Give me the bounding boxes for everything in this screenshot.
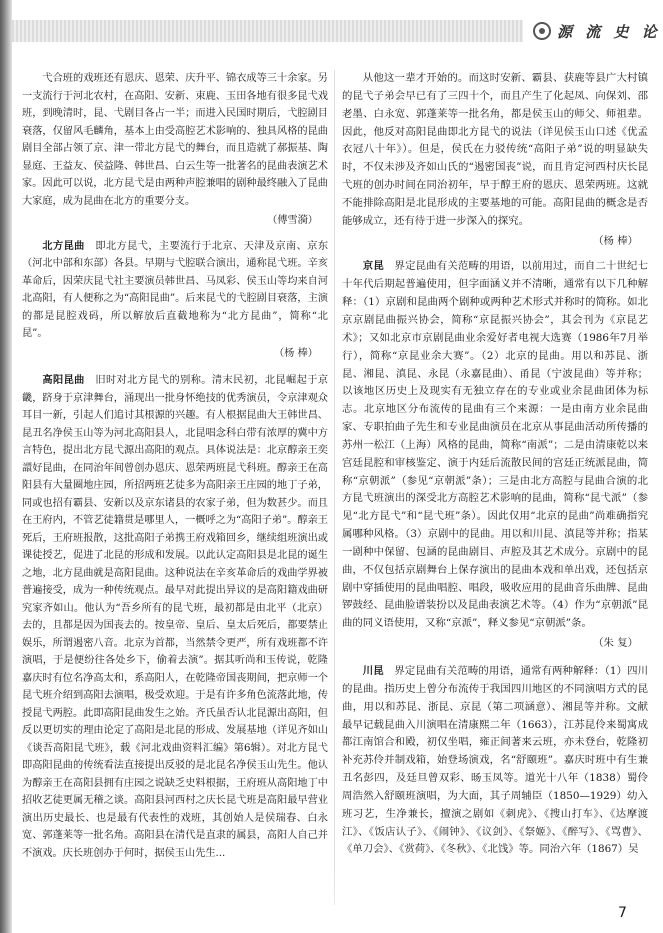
right-column	[342, 70, 648, 869]
book-binding-edge	[0, 0, 12, 933]
entry-paragraph	[342, 258, 648, 633]
section-header	[523, 18, 663, 44]
author-signature: （傅雪漪）	[267, 215, 318, 226]
author-signature: （杨 棒）	[274, 347, 318, 359]
entry-term: 高阳昆曲	[42, 374, 85, 386]
entry-gaoyang-kunqu	[22, 372, 328, 862]
flower-ornament-icon	[533, 22, 551, 40]
entry-paragraph	[22, 238, 328, 343]
entry-chuankun	[342, 663, 648, 859]
entry-term: 川昆	[362, 665, 384, 677]
entry-term: 北方昆曲	[42, 239, 85, 252]
entry-paragraph	[22, 372, 328, 862]
intro-paragraph: 弋合班的戏班还有恩庆、恩荣、庆升平、锦衣成等三十余家。另一支流行于河北农村，在高阳、安新、束鹿、玉田各地有很多昆弋戏班，到晚清时，昆、弋剧目各占一半；而进入民国时期后，弋腔剧目衰落，仅留风毛麟角，基本上由受高腔艺术影响的、独具风格的昆曲剧目全部占领了京、津一带北方昆弋的舞台，而且造就了郝振基、陶显庭、王益友、侯益隆、韩世昌、白云生等一批著名的昆曲表演艺术家。因此可以说，北方昆弋是由两种声腔兼唱的剧种最终融入了昆曲大家庭，成为昆曲在北方的重要分支。	[22, 73, 328, 207]
scan-fade-overlay	[240, 865, 590, 933]
entry-beifang-kunqu	[22, 238, 328, 363]
section-title: 源 流 史 论	[557, 22, 661, 41]
page-number: 7	[618, 905, 627, 921]
entry-paragraph	[342, 663, 648, 859]
entry-body: 界定昆曲有关范畴的用语，以前用过，而自二十世纪七十年代后期起普遍使用，但字面涵义并不清晰，通常有以下几种解释：（1）京剧和昆曲两个剧种或两种艺术形式并称时的简称。如北京京剧昆曲振兴协会，简称“京昆振兴协会”，其会刊为《京昆艺术》；又如北京市京剧昆曲业余爱好者电视大选赛（1986年7月举行），简称“京昆业余大赛”。（2）北京的昆曲。用以和苏昆、浙昆、湘昆、滇昆、永昆（永嘉昆曲）、甬昆（宁波昆曲）等并称；以该地区历史上及现实有无独立存在的专业或业余昆曲团体为标志。北京地区分布流传的昆曲有三个来源：一是由南方业余昆曲家、专职拍曲子先生和专业昆曲演员在北京从事昆曲活动所传播的苏州一松江（上海）风格的昆曲，简称“南派”；二是由清康乾以来宫廷昆腔和审核鉴定、演于内廷后流散民间的宫廷正统派昆曲，简称“京朝派”（参见“京朝派”条）；三是由北方高腔与昆曲合演的北方昆弋班演出的深受北方高腔艺术影响的昆曲，简称“昆弋派”（参见“北方昆弋”和“昆弋班”条）。因此仅用“北京的昆曲”尚难确指究属哪种风格。（3）京剧中的昆曲。用以和川昆、滇昆等并称；指某一剧种中保留、包涵的昆曲剧目、声腔及其艺术成分。京剧中的昆曲，不仅包括京剧舞台上保存演出的昆曲本戏和单出戏，还包括京剧中穿插使用的昆曲唱腔、唱段，吸收应用的昆曲音乐曲牌、昆曲锣鼓经、昆曲脸谱装扮以及昆曲表演艺术等。（4）作为“京朝派”昆曲的同义语使用，又称“京派”，释义参见“京朝派”条。	[342, 260, 648, 630]
entry-term: 京昆	[362, 260, 384, 273]
continuation-paragraph: 从他这一辈才开始的。而这时安新、霸县、获鹿等县广大村镇的昆弋子弟会早已有了三四十个，而且产生了化起凤、向保刘、邵老墨、白永宽、郭蓬莱等一批名角，都是侯玉山的师父、师祖辈。因此，他反对高阳昆曲即北方昆弋的说法（详见侯玉山口述《优孟衣冠八十年》）。但是，侯氏在力驳传统“高阳子弟”说的明显缺失时，不仅未涉及齐如山氏的“遏密国丧”说，而且肯定河西村庆长昆弋班的创办时间在同治初年，早于醇王府的恩庆、恩荣两班。这就不能排除高阳是北昆形成的主要基地的可能。高阳昆曲的概念是否能够成立，还有待于进一步深入的探究。	[342, 72, 648, 227]
entry-jingkun	[342, 258, 648, 653]
entry-body: 即北方昆弋，主要流行于北京、天津及京南、京东（河北中部和东部）各县。早期与弋腔联合演出，通称昆弋班。辛亥革命后，因荣庆昆弋社主要演员韩世昌、马凤彩、侯玉山等均来自河北高阳，有人便称之为“高阳昆曲”。后来昆弋的弋腔剧目衰落，主演的都是昆腔戏码，所以解放后直截地称为“北方昆曲”，简称“北昆”。	[22, 240, 328, 339]
left-column	[22, 70, 328, 872]
author-signature: （杨 棒）	[593, 234, 638, 247]
author-signature: （朱 复）	[593, 637, 638, 650]
entry-body: 界定昆曲有关范畴的用语，通常有两种解释：（1）四川的昆曲。指历史上曾分布流传于我国四川地区的不同演唱方式的昆曲，用以和苏昆、浙昆、京昆（第二项涵意）、湘昆等并称。文献最早记载昆曲入川演唱在清康熙二年（1663），江苏昆伶来蜀寓成都江南馆合和殿，初仅坐唱，雍正间著来云班，亦未登台，乾隆初补充苏伶并制戏箱，始登场演戏，名“舒颐班”。嘉庆时班中有生兼丑名彭四，及廷旦曾双彩、旸玉凤等。道光十八年（1838）蜀伶周浩然入舒颐班演唱，为大面，其子周辅臣（1850—1929）幼入班习艺，生净兼长，擅演之剧如《刺虎》、《搜山打车》、《达摩渡江》、《饭店认子》、《闹钟》、《议剑》、《祭姬》、《醉写》、《骂曹》、《单刀会》、《赏荷》、《冬秋》、《北饯》等。同治六年（1867）吴	[342, 665, 648, 856]
column-divider	[334, 70, 335, 905]
entry-body: 旧时对北方昆弋的别称。清末民初，北昆崛起于京畿，跻身于京津舞台，涌现出一批身怀绝技的优秀演员，令京津观众耳目一新，引起人们追讨其根源的兴趣。有人根据昆曲大王韩世昌、昆丑名净侯玉山等为河北高阳县人，北昆唱念科白带有浓厚的冀中方言特色，提出北方昆弋源出高阳的观点。具体说法是：北京醇亲王奕譞好昆曲，在同治年间曾创办恩庆、恩荣两班昆弋科班。醇亲王在高阳县有大量圈地庄园，所招两班艺徒多为高阳亲王庄园的地丁子弟，同或也招有霸县、安新以及京东诸县的农家子弟，但为数甚少。而且在王府内，不管艺徒籍贯是哪里人，一概呼之为“高阳子弟”。醇亲王死后，王府班报散，这批高阳子弟携王府戏箱回乡，继续组班演出或课徒授艺，促进了北昆的形成和发展。以此认定高阳县是北昆的诞生之地，北方昆曲就是高阳昆曲。这种说法在辛亥革命后的戏曲学界被普遍接受，成为一种传统观点。最早对此提出异议的是高阳籍戏曲研究家齐如山。他认为“吾乡所有的昆弋班，最初都是由北平（北京）去的，且都是因为国丧去的。按皇帝、皇后、皇太后死后，都要禁止娱乐，所谓遏密八音。北京为首都，当然禁令更严，所有戏班都不许演唱，于是便纷往各处乡下，偷着去演”。据其听尚和玉传说，乾隆嘉庆时有位名净高太和，系高阳人，在乾隆帝国丧期间，把京师一个昆弋班介绍到高阳去演唱，极受欢迎。于是有许多角色流落此地，传授昆弋两腔。此即高阳昆曲发生之始。齐氏虽否认北昆源出高阳，但反以更切实的理由论定了高阳是北昆的形成、发展基地（详见齐如山《谈吾高阳昆弋班》，载《河北戏曲资料汇编》第6辑）。对北方昆弋即高阳昆曲的传统看法直接提出反驳的是北昆名净侯玉山先生。他认为醇亲王在高阳县拥有庄园之说缺乏史料根据，王府班从高阳地丁中招收艺徒更属无稽之谈。高阳县河西村之庆长昆弋班是高阳最早营业演出历史最长、也是最有代表性的戏班，其创始人是侯瑞春、白永宽、郭蓬莱等一批名角。高阳县在清代是直隶的属县，高阳人自己并不演戏。庆长班创办于何时，据侯玉山先生...	[22, 375, 328, 859]
